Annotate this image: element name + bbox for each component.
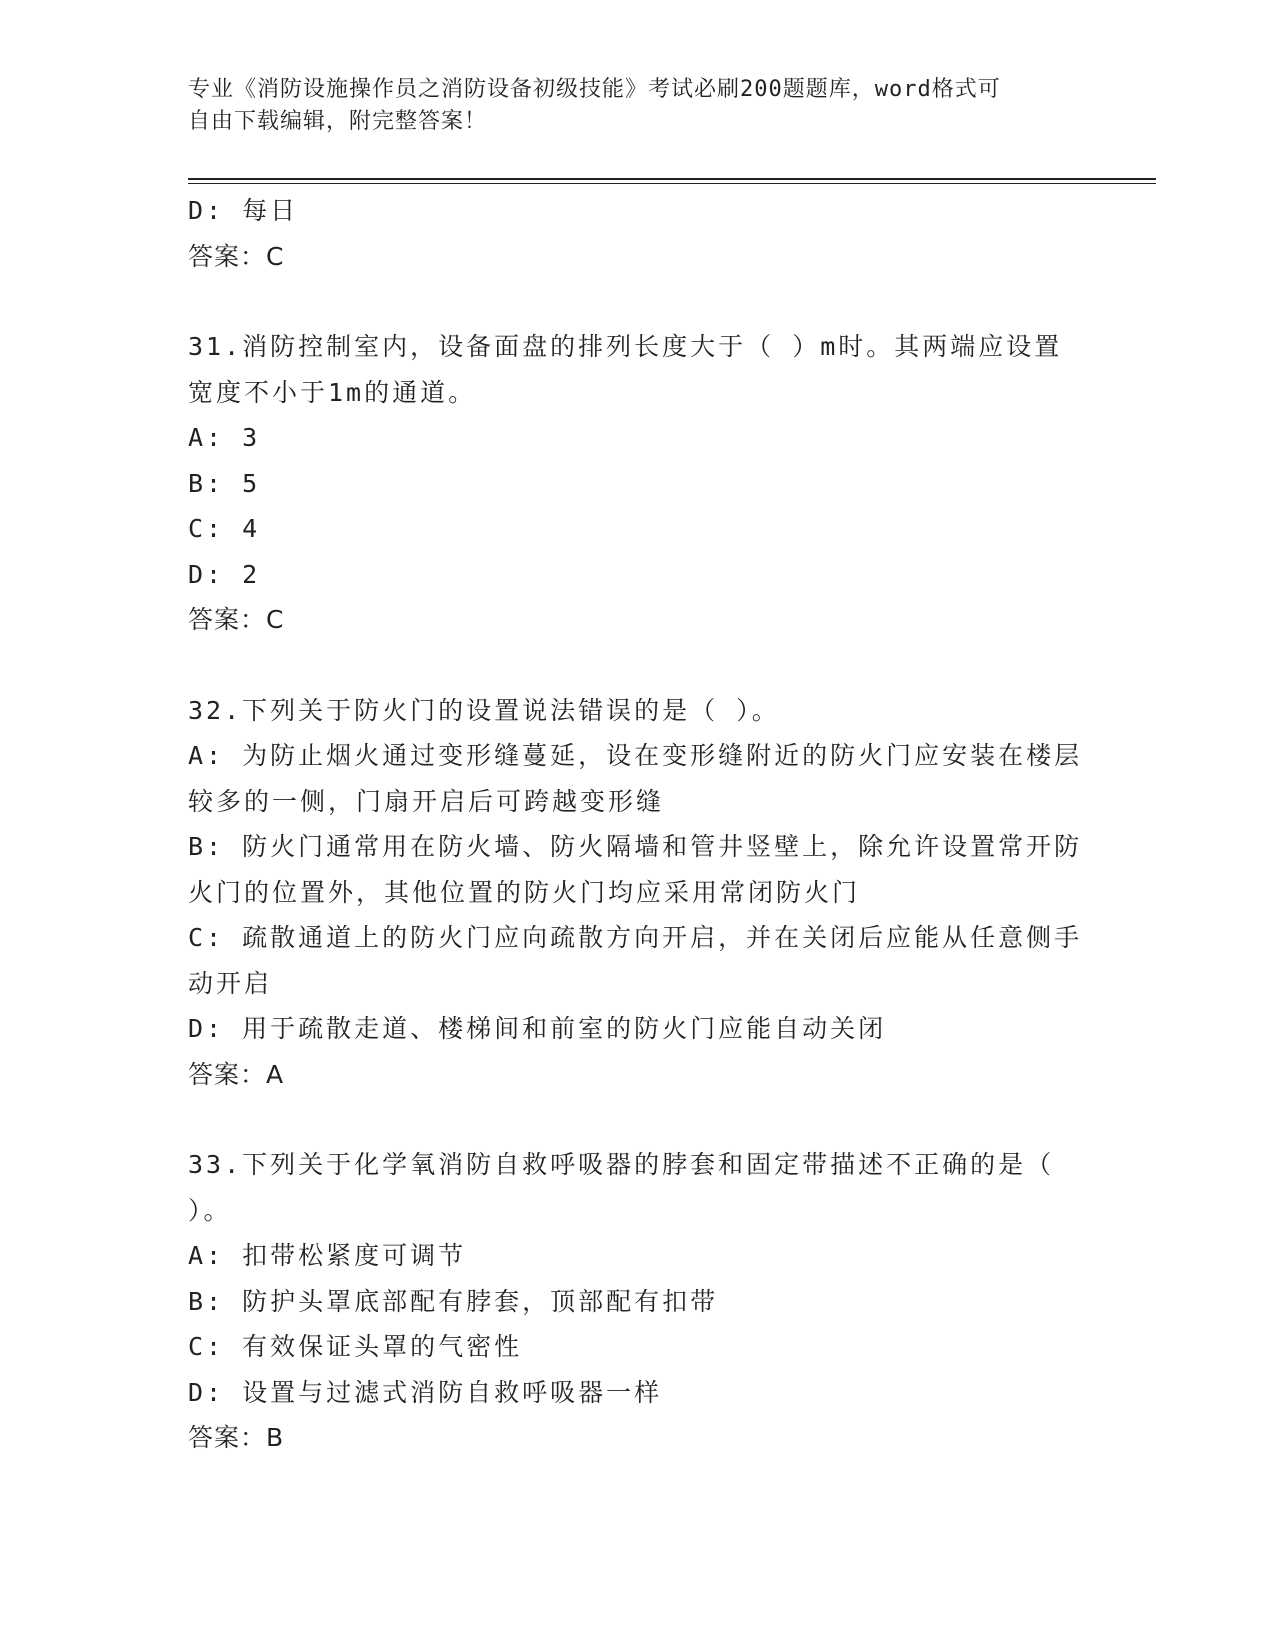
option-b: B: 防护头罩底部配有脖套，顶部配有扣带 (188, 1286, 719, 1316)
answer-line: 答案：A (188, 1059, 285, 1089)
option-c: C: 有效保证头罩的气密性 (188, 1332, 523, 1361)
option-b: B: 5 (188, 468, 261, 498)
option-d: D: 2 (188, 559, 261, 589)
previous-question-tail (188, 188, 1088, 279)
option-a: A: 3 (188, 423, 261, 452)
document-header (188, 74, 1068, 138)
answer-line: 答案：C (188, 241, 285, 271)
answer-line: 答案：B (188, 1423, 285, 1452)
header-divider-thin (188, 183, 1156, 184)
question-stem: 32.下列关于防火门的设置说法错误的是（ ）。 (188, 695, 780, 725)
question-32 (188, 688, 1088, 1098)
option-d: D: 每日 (188, 196, 299, 225)
option-c: C: 4 (188, 514, 261, 543)
option-a: A: 扣带松紧度可调节 (188, 1241, 467, 1270)
question-stem: 31.消防控制室内，设备面盘的排列长度大于（ ）m时。其两端应设置宽度不小于1m的通道。 (188, 332, 1063, 407)
option-a: A: 为防止烟火通过变形缝蔓延，设在变形缝附近的防火门应安装在楼层较多的一侧，门扇开启后可跨越变形缝 (188, 741, 1083, 816)
option-b: B: 防火门通常用在防火墙、防火隔墙和管井竖壁上，除允许设置常开防火门的位置外，其他位置的防火门均应采用常闭防火门 (188, 832, 1083, 907)
question-content (188, 188, 1088, 1461)
option-d: D: 用于疏散走道、楼梯间和前室的防火门应能自动关闭 (188, 1014, 887, 1043)
option-d: D: 设置与过滤式消防自救呼吸器一样 (188, 1377, 663, 1407)
header-line-1: 专业《消防设施操作员之消防设备初级技能》考试必刷200题题库，word格式可 (188, 77, 1001, 102)
answer-line: 答案：C (188, 605, 285, 634)
question-stem: 33.下列关于化学氧消防自救呼吸器的脖套和固定带描述不正确的是（ ）。 (188, 1150, 1055, 1225)
header-divider-thick (188, 178, 1156, 180)
option-c: C: 疏散通道上的防火门应向疏散方向开启，并在关闭后应能从任意侧手动开启 (188, 923, 1083, 998)
question-33 (188, 1142, 1088, 1461)
question-31 (188, 324, 1088, 643)
header-line-2: 自由下载编辑，附完整答案！ (188, 109, 488, 134)
